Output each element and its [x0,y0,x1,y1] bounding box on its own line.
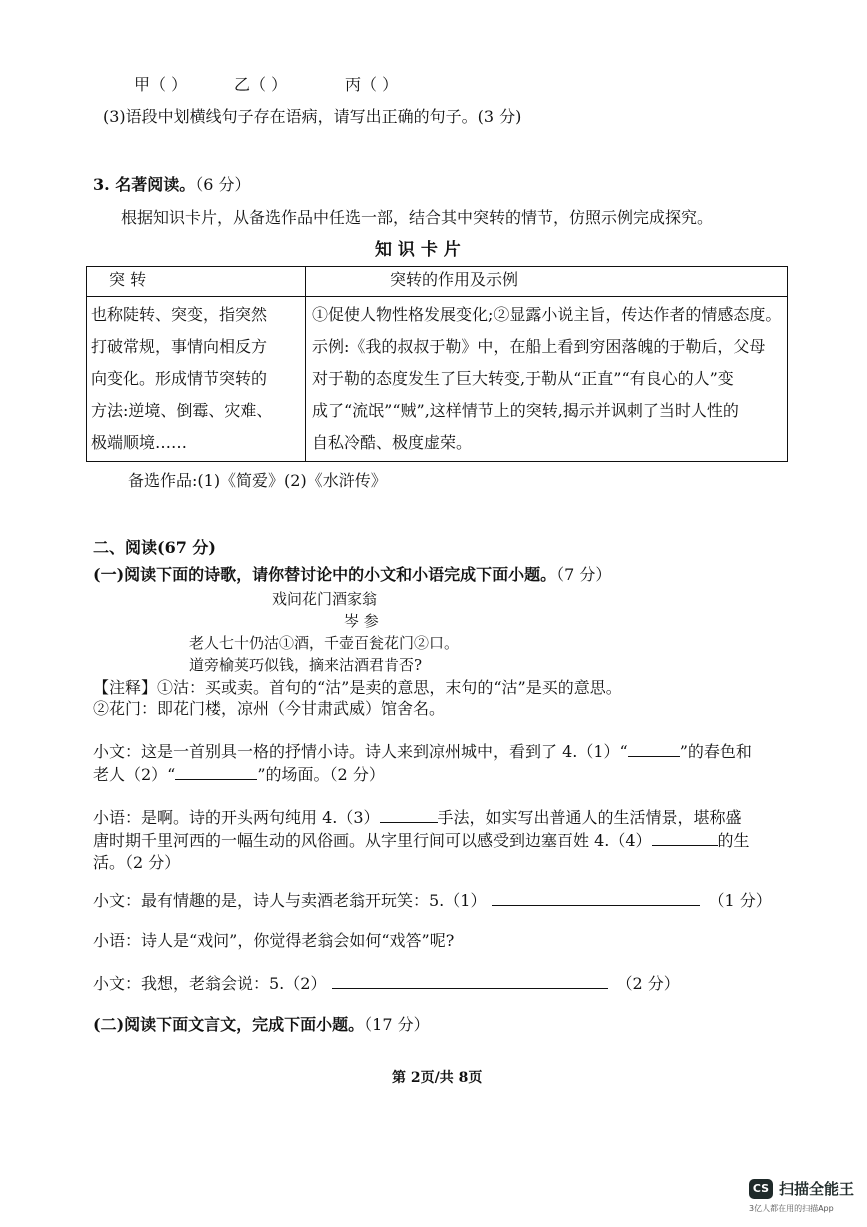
section2-title: 二、阅读(67 分) [93,538,216,557]
dialogue-text: 老人（2）“ [93,765,176,784]
card-col1-line: 极端顺境…… [91,433,188,452]
dialogue-text: ”的春色和 [679,742,752,761]
poem-line-2: 道旁榆荚巧似钱，摘来沽酒君肯否? [189,656,423,674]
dialogue-text: 小文：我想，老翁会说：5.（2） [93,974,327,993]
dialogue-text: ”的场面。（2 分） [257,765,385,784]
answer-blank-4-2[interactable] [175,763,257,780]
card-col2-body [306,297,788,462]
part1-score: （7 分） [556,565,612,584]
dialogue-4: 小语：诗人是“戏问”，你觉得老翁会如何“戏答”呢? [93,931,455,950]
dialogue-text: （2 分） [616,974,680,993]
card-col1-line: 方法:逆境、倒霉、灾难、 [91,401,273,420]
q2-sub3: (3)语段中划横线句子存在语病，请写出正确的句子。(3 分) [103,107,522,126]
card-header-col2: 突转的作用及示例 [306,267,788,297]
card-header-col1: 突 转 [87,267,306,297]
dialogue-2-line-3: 活。（2 分） [93,853,181,872]
dialogue-2-line-1 [93,806,742,829]
q2-option-bing: 丙（ ） [345,75,399,94]
note-1: 【注释】①沽：买或卖。首句的“沽”是卖的意思，末句的“沽”是买的意思。 [93,678,622,697]
card-col1-body [87,297,306,462]
part2-title: (二)阅读下面文言文，完成下面小题。 [93,1015,365,1034]
dialogue-text: 小文：这是一首别具一格的抒情小诗。诗人来到凉州城中，看到了 4.（1）“ [93,742,628,761]
part2-heading [93,1014,430,1036]
dialogue-1-line-2 [93,763,385,786]
camscanner-brand: 扫描全能王 [779,1180,855,1198]
dialogue-5 [93,972,680,995]
part2-score: （17 分） [364,1015,430,1034]
poem-author: 岑 参 [344,612,379,630]
dialogue-text: 唐时期千里河西的一幅生动的风俗画。从字里行间可以感受到边塞百姓 4.（4） [93,831,652,850]
card-title: 知 识 卡 片 [375,240,461,260]
note-2: ②花门：即花门楼，凉州（今甘肃武威）馆舍名。 [93,699,446,718]
camscanner-logo-icon: CS [749,1179,773,1199]
q3-score: （6 分） [195,175,251,194]
camscanner-tagline: 3亿人都在用的扫描App [749,1204,834,1213]
scanner-watermark [743,1177,863,1223]
page-number: 第 2页/共 8页 [392,1070,483,1086]
card-col1-line: 打破常规，事情向相反方 [91,337,268,356]
dialogue-text: （1 分） [708,891,772,910]
knowledge-card-table [86,266,788,462]
card-col1-line: 也称陡转、突变，指突然 [91,305,268,324]
card-col2-line: 自私冷酷、极度虚荣。 [312,433,473,452]
answer-blank-4-4[interactable] [652,829,718,846]
q2-option-jia: 甲（ ） [134,75,188,94]
answer-blank-5-1[interactable] [492,889,700,906]
card-col2-line: 对于勒的态度发生了巨大转变,于勒从“正直”“有良心的人”变 [312,369,734,388]
q3-heading [93,174,251,196]
dialogue-text: 小语：是啊。诗的开头两句纯用 4.（3） [93,808,380,827]
dialogue-text: 手法，如实写出普通人的生活情景，堪称盛 [437,808,742,827]
answer-blank-5-2[interactable] [332,972,608,989]
part1-title: (一)阅读下面的诗歌，请你替讨论中的小文和小语完成下面小题。 [93,565,557,584]
poem-title: 戏问花门酒家翁 [272,590,378,608]
dialogue-text: 小文：最有情趣的是，诗人与卖酒老翁开玩笑：5.（1） [93,891,487,910]
q3-options: 备选作品:(1)《简爱》(2)《水浒传》 [128,471,387,490]
poem-line-1: 老人七十仍沽①酒，千壶百瓮花门②口。 [189,634,460,652]
dialogue-2-line-2 [93,829,750,852]
q3-instruction: 根据知识卡片，从备选作品中任选一部，结合其中突转的情节，仿照示例完成探究。 [121,208,714,227]
dialogue-text: 的生 [717,831,750,850]
part1-heading [93,564,611,586]
card-col1-line: 向变化。形成情节突转的 [91,369,268,388]
card-col2-line: 成了“流氓”“贼”,这样情节上的突转,揭示并讽刺了当时人性的 [312,401,739,420]
q2-option-yi: 乙（ ） [234,75,288,94]
dialogue-3 [93,889,772,912]
card-col2-line: ①促使人物性格发展变化;②显露小说主旨，传达作者的情感态度。 [312,305,782,324]
answer-blank-4-1[interactable] [628,740,680,757]
answer-blank-4-3[interactable] [380,806,438,823]
dialogue-1-line-1 [93,740,752,763]
q3-title: 3. 名著阅读。 [93,175,196,194]
card-col2-line: 示例:《我的叔叔于勒》中，在船上看到穷困落魄的于勒后，父母 [312,337,766,356]
